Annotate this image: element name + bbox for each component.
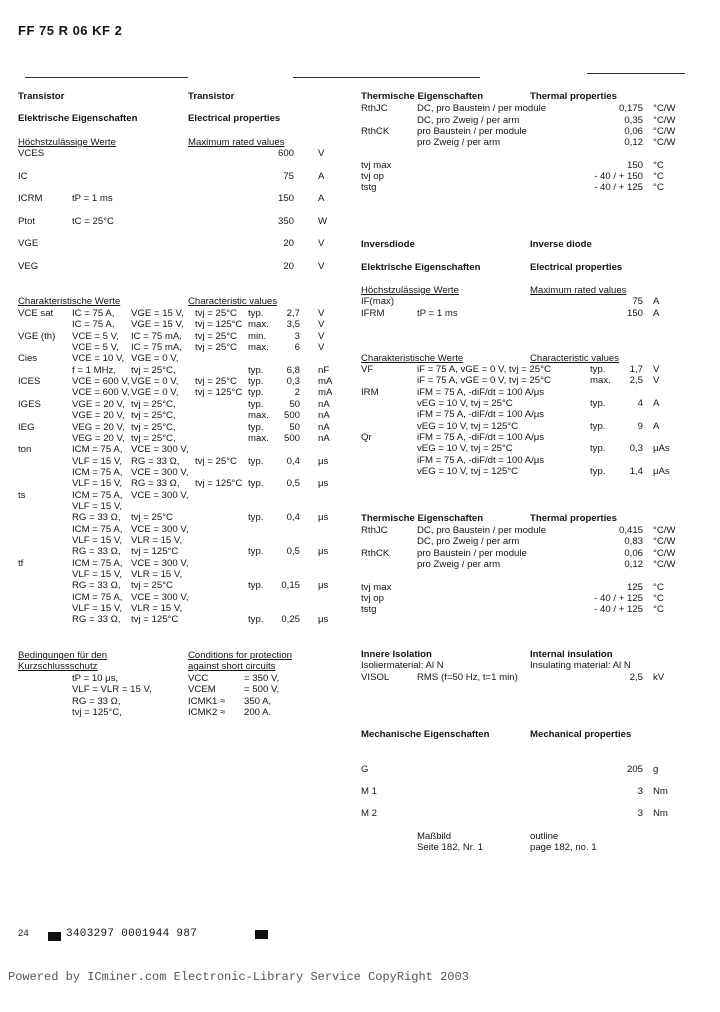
cell-k2-2: 205 <box>626 764 643 775</box>
cell-c2-6: V <box>318 319 325 331</box>
cell-c1-5: 2,7 <box>286 308 300 319</box>
cell-i2-0: Isoliermaterial: Al N <box>361 660 444 671</box>
cell-r1-0: Thermische Eigenschaften <box>361 91 484 102</box>
cell-k4-3: Nm <box>653 808 668 819</box>
cell-c3-5: 3 <box>294 330 300 342</box>
cell-c9-0: IGES <box>18 398 41 410</box>
cell-l4-1: Characteristic values <box>188 296 278 307</box>
cell-e4-2: typ. <box>590 398 606 410</box>
cell-m5-3: 20 <box>283 238 294 249</box>
cell-s4-1: ICMK2 ≈ <box>188 707 226 718</box>
cell-s1-2: = 350 V, <box>244 673 280 684</box>
page-number: 24 <box>18 928 29 939</box>
cell-r4-1: pro Baustein / per module <box>417 126 527 137</box>
cell-f5-3: °C/W <box>653 559 676 570</box>
cell-c22-6: μs <box>318 546 329 558</box>
cell-i1-1: Internal insulation <box>530 649 613 660</box>
cell-c25-5: 0,15 <box>281 580 300 592</box>
cell-e8-2: typ. <box>590 443 606 455</box>
cell-f4-2: 0,06 <box>624 548 643 559</box>
cell-m5-0: VGE <box>18 238 39 249</box>
cell-c1-1: IC = 75 A, <box>72 308 115 319</box>
cell-e1-0: VF <box>361 364 374 375</box>
cell-r4-0: RthCK <box>361 126 390 137</box>
cell-f7-3: °C <box>653 593 664 604</box>
cell-i1-0: Innere Isolation <box>361 649 432 660</box>
cell-c6-2: tvj = 25°C, <box>131 364 176 376</box>
cell-e4-3: 4 <box>637 398 643 410</box>
cell-f5-2: 0,12 <box>624 559 643 570</box>
cell-r6-2: 150 <box>626 160 643 171</box>
cell-l6-0: Kurzschlussschutz <box>18 661 98 672</box>
cell-f8-3: °C <box>653 604 664 615</box>
cell-c19-2: tvj = 25°C <box>131 512 173 524</box>
cell-c20-2: VCE = 300 V, <box>131 523 189 535</box>
cell-e10-4: μAs <box>653 466 670 478</box>
cell-i3-1: RMS (f=50 Hz, t=1 min) <box>417 672 518 683</box>
cell-c15-2: VCE = 300 V, <box>131 466 189 478</box>
cell-e7-0: Qr <box>361 432 372 444</box>
cell-c9-2: tvj = 25°C, <box>131 398 176 410</box>
cell-e1-1: iF = 75 A, vGE = 0 V, tvj = 25°C <box>417 364 551 375</box>
cell-c10-5: 500 <box>283 410 300 422</box>
cell-f2-1: DC, pro Baustein / per module <box>417 525 547 536</box>
cell-s1-1: VCC <box>188 673 209 684</box>
cell-f7-0: tvj op <box>361 593 384 604</box>
cell-r8-3: °C <box>653 182 664 193</box>
cell-i3-3: kV <box>653 672 665 683</box>
cell-f4-0: RthCK <box>361 548 390 559</box>
cell-k3-2: 3 <box>637 786 643 797</box>
cell-d4-3: 75 <box>632 296 643 307</box>
cell-k6-1: page 182, no. 1 <box>530 842 597 853</box>
cell-l3-1: Maximum rated values <box>188 137 285 148</box>
cell-r5-2: 0,12 <box>624 137 643 148</box>
cell-r5-1: pro Zweig / per arm <box>417 137 501 148</box>
cell-e2-1: iF = 75 A, vGE = 0 V, tvj = 25°C <box>417 375 551 387</box>
cell-r7-2: - 40 / + 150 <box>594 171 643 182</box>
cell-c8-1: VCE = 600 V, <box>72 387 130 399</box>
cell-e2-4: V <box>653 375 660 387</box>
cell-r2-2: 0,175 <box>618 103 643 114</box>
cell-m3-4: A <box>318 193 325 204</box>
cell-c9-5: 50 <box>289 398 300 410</box>
cell-k5-0: Maßbild <box>417 831 452 842</box>
cell-c25-1: RG = 33 Ω, <box>72 580 121 592</box>
cell-l5-0: Bedingungen für den <box>18 650 108 661</box>
cell-c7-6: mA <box>318 376 333 388</box>
cell-r4-3: °C/W <box>653 126 676 137</box>
cell-d5-3: 150 <box>626 308 643 319</box>
cell-c14-4: typ. <box>248 455 264 467</box>
cell-d5-1: tP = 1 ms <box>417 308 458 319</box>
cell-c7-0: ICES <box>18 376 41 388</box>
cell-d1-0: Inversdiode <box>361 239 415 250</box>
cell-f6-0: tvj max <box>361 582 392 593</box>
cell-f3-2: 0,83 <box>624 536 643 547</box>
cell-c28-1: RG = 33 Ω, <box>72 614 121 626</box>
cell-c4-6: V <box>318 342 325 354</box>
cell-c28-2: tvj = 125°C <box>131 614 179 626</box>
cell-m2-0: IC <box>18 171 28 182</box>
cell-c10-6: nA <box>318 410 330 422</box>
cell-r7-3: °C <box>653 171 664 182</box>
cell-c22-5: 0,5 <box>286 546 300 558</box>
cell-c16-4: typ. <box>248 478 264 490</box>
cell-c10-4: max. <box>248 410 269 422</box>
cell-s4-0: tvj = 125°C, <box>72 707 122 718</box>
cell-c3-2: IC = 75 mA, <box>131 330 182 342</box>
cell-c6-5: 6,8 <box>286 364 300 376</box>
cell-k2-0: G <box>361 764 369 775</box>
cell-c3-0: VGE (th) <box>18 330 56 342</box>
cell-c12-5: 500 <box>283 432 300 444</box>
cell-i3-0: VISOL <box>361 672 390 683</box>
cell-c14-2: RG = 33 Ω, <box>131 455 180 467</box>
cell-e8-3: 0,3 <box>629 443 643 455</box>
cell-c22-2: tvj = 125°C <box>131 546 179 558</box>
cell-c7-4: typ. <box>248 376 264 388</box>
cell-r7-0: tvj op <box>361 171 384 182</box>
cell-c2-4: max. <box>248 319 269 331</box>
cell-e6-4: A <box>653 420 660 432</box>
cell-r8-0: tstg <box>361 182 377 193</box>
cell-e6-2: typ. <box>590 420 606 432</box>
cell-m4-0: Ptot <box>18 216 36 227</box>
cell-s4-2: 200 A. <box>244 707 272 718</box>
cell-d3-1: Maximum rated values <box>530 285 627 296</box>
cell-k4-2: 3 <box>637 808 643 819</box>
cell-c12-2: tvj = 25°C, <box>131 432 176 444</box>
header-rule-right <box>587 73 685 74</box>
cell-m3-0: ICRM <box>18 193 43 204</box>
cell-c12-1: VEG = 20 V, <box>72 432 125 444</box>
cell-c6-1: f = 1 MHz, <box>72 364 116 376</box>
cell-c17-1: ICM = 75 A, <box>72 489 123 501</box>
cell-c8-5: 2 <box>294 387 300 399</box>
cell-c28-4: typ. <box>248 614 264 626</box>
cell-c18-1: VLF = 15 V, <box>72 500 123 512</box>
cell-l2-0: Elektrische Eigenschaften <box>18 113 138 124</box>
cell-f2-0: RthJC <box>361 525 388 536</box>
cell-e7-1: iFM = 75 A, -diF/dt = 100 A/μs <box>417 432 545 444</box>
cell-c4-3: tvj = 25°C <box>195 342 237 354</box>
cell-e8-1: vEG = 10 V, tvj = 25°C <box>417 443 513 455</box>
cell-l5-1: Conditions for protection <box>188 650 292 661</box>
cell-c8-2: VGE = 0 V, <box>131 387 179 399</box>
cell-d1-1: Inverse diode <box>530 239 592 250</box>
cell-c24-2: VLR = 15 V, <box>131 569 183 581</box>
cell-m2-4: A <box>318 171 325 182</box>
cell-i2-1: Insulating material: Al N <box>530 660 631 671</box>
cell-k3-3: Nm <box>653 786 668 797</box>
cell-r2-0: RthJC <box>361 103 388 114</box>
cell-k1-0: Mechanische Eigenschaften <box>361 729 490 740</box>
cell-c16-5: 0,5 <box>286 478 300 490</box>
cell-c7-3: tvj = 25°C <box>195 376 237 388</box>
cell-c15-1: ICM = 75 A, <box>72 466 123 478</box>
cell-c4-4: max. <box>248 342 269 354</box>
cell-e5-1: iFM = 75 A, -diF/dt = 100 A/μs <box>417 409 545 421</box>
cell-c6-6: nF <box>318 364 330 376</box>
cell-c13-2: VCE = 300 V, <box>131 444 189 456</box>
cell-c9-1: VGE = 20 V, <box>72 398 125 410</box>
cell-r2-3: °C/W <box>653 103 676 114</box>
cell-f4-3: °C/W <box>653 548 676 559</box>
cell-c13-0: ton <box>18 444 32 456</box>
cell-e10-2: typ. <box>590 466 606 478</box>
print-code: 3403297 0001944 987 <box>66 928 198 940</box>
cell-f6-3: °C <box>653 582 664 593</box>
cell-e10-1: vEG = 10 V, tvj = 125°C <box>417 466 519 478</box>
cell-c27-2: VLR = 15 V, <box>131 603 183 615</box>
copyright-notice: Powered by ICminer.com Electronic-Library Service CopyRight 2003 <box>8 970 469 984</box>
cell-e4-1: vEG = 10 V, tvj = 25°C <box>417 398 513 410</box>
cell-r2-1: DC, pro Baustein / per module <box>417 103 547 114</box>
cell-c2-1: IC = 75 A, <box>72 319 115 331</box>
cell-c25-4: typ. <box>248 580 264 592</box>
cell-k4-0: M 2 <box>361 808 377 819</box>
cell-c4-5: 6 <box>294 342 300 354</box>
cell-c2-2: VGE = 15 V, <box>131 319 184 331</box>
cell-c12-4: max. <box>248 432 269 444</box>
cell-s3-1: ICMK1 ≈ <box>188 696 226 707</box>
cell-c8-6: mA <box>318 387 333 399</box>
cell-f5-1: pro Zweig / per arm <box>417 559 501 570</box>
cell-c28-5: 0,25 <box>281 614 300 626</box>
cell-c14-3: tvj = 25°C <box>195 455 237 467</box>
cell-f1-0: Thermische Eigenschaften <box>361 513 484 524</box>
cell-k1-1: Mechanical properties <box>530 729 632 740</box>
cell-e10-3: 1,4 <box>629 466 643 478</box>
cell-c21-1: VLF = 15 V, <box>72 535 123 546</box>
cell-s2-2: = 500 V, <box>244 684 280 695</box>
cell-c9-6: nA <box>318 398 330 410</box>
cell-r6-0: tvj max <box>361 160 392 171</box>
cell-s1-0: tP = 10 μs, <box>72 673 119 684</box>
cell-r3-1: DC, pro Zweig / per arm <box>417 115 520 126</box>
cell-c3-1: VCE = 5 V, <box>72 330 119 342</box>
cell-f3-1: DC, pro Zweig / per arm <box>417 536 520 547</box>
cell-r1-1: Thermal properties <box>530 91 617 102</box>
cell-c2-3: tvj = 125°C <box>195 319 243 331</box>
cell-c8-3: tvj = 125°C <box>195 387 243 399</box>
cell-c3-6: V <box>318 330 325 342</box>
cell-e1-3: 1,7 <box>629 364 643 375</box>
cell-c22-1: RG = 33 Ω, <box>72 546 121 558</box>
cell-l2-1: Electrical properties <box>188 113 281 124</box>
cell-c10-1: VGE = 20 V, <box>72 410 125 422</box>
cell-c24-1: VLF = 15 V, <box>72 569 123 581</box>
cell-c23-2: VCE = 300 V, <box>131 557 189 569</box>
cell-c19-4: typ. <box>248 512 264 524</box>
cell-c11-6: nA <box>318 421 330 433</box>
cell-k6-0: Seite 182, Nr. 1 <box>417 842 484 853</box>
cell-e2-3: 2,5 <box>629 375 643 387</box>
cell-f6-2: 125 <box>626 582 643 593</box>
cell-c5-1: VCE = 10 V, <box>72 353 125 365</box>
cell-e6-1: vEG = 10 V, tvj = 125°C <box>417 420 519 432</box>
cell-c14-6: μs <box>318 455 329 467</box>
cell-s3-0: RG = 33 Ω, <box>72 696 121 707</box>
cell-e3-1: iFM = 75 A, -diF/dt = 100 A/μs <box>417 386 545 398</box>
cell-m4-4: W <box>318 216 328 227</box>
cell-l1-1: Transistor <box>188 91 235 102</box>
part-number-title: FF 75 R 06 KF 2 <box>18 23 123 38</box>
cell-c11-0: IEG <box>18 421 35 433</box>
cell-c11-4: typ. <box>248 421 264 433</box>
cell-c7-5: 0,3 <box>286 376 300 388</box>
cell-s2-1: VCEM <box>188 684 216 695</box>
cell-c17-0: ts <box>18 489 26 501</box>
cell-m1-0: VCES <box>18 148 45 159</box>
cell-d3-0: Höchstzulässige Werte <box>361 285 459 296</box>
cell-f2-3: °C/W <box>653 525 676 536</box>
cell-c25-6: μs <box>318 580 329 592</box>
cell-c27-1: VLF = 15 V, <box>72 603 123 615</box>
cell-c2-5: 3,5 <box>286 319 300 331</box>
cell-k5-1: outline <box>530 831 559 842</box>
cell-c5-2: VGE = 0 V, <box>131 353 179 365</box>
cell-c1-4: typ. <box>248 308 264 319</box>
cell-c21-2: VLR = 15 V, <box>131 535 183 546</box>
cell-d2-1: Electrical properties <box>530 262 623 273</box>
cell-f1-1: Thermal properties <box>530 513 617 524</box>
cell-c11-5: 50 <box>289 421 300 433</box>
cell-r4-2: 0,06 <box>624 126 643 137</box>
cell-c6-4: typ. <box>248 364 264 376</box>
cell-c11-1: VEG = 20 V, <box>72 421 125 433</box>
cell-d4-4: A <box>653 296 660 307</box>
cell-r6-3: °C <box>653 160 664 171</box>
cell-c7-2: VGE = 0 V, <box>131 376 179 388</box>
cell-d5-4: A <box>653 308 660 319</box>
cell-c19-5: 0,4 <box>286 512 300 524</box>
cell-m1-4: V <box>318 148 325 159</box>
cell-d6-0: Charakteristische Werte <box>361 353 464 364</box>
cell-i3-2: 2,5 <box>629 672 643 683</box>
cell-l6-1: against short circuits <box>188 661 276 672</box>
cell-c16-2: RG = 33 Ω, <box>131 478 180 490</box>
cell-e3-0: IRM <box>361 386 379 398</box>
cell-e6-3: 9 <box>637 420 643 432</box>
cell-c1-2: VGE = 15 V, <box>131 308 184 319</box>
cell-e1-4: V <box>653 364 660 375</box>
cell-c4-1: VCE = 5 V, <box>72 342 119 354</box>
cell-c1-3: tvj = 25°C <box>195 308 237 319</box>
cell-c3-3: tvj = 25°C <box>195 330 237 342</box>
cell-c14-5: 0,4 <box>286 455 300 467</box>
cell-m5-4: V <box>318 238 325 249</box>
cell-d5-0: IFRM <box>361 308 385 319</box>
cell-k3-0: M 1 <box>361 786 377 797</box>
cell-c23-0: tf <box>18 557 24 569</box>
cell-c1-0: VCE sat <box>18 308 54 319</box>
cell-l3-0: Höchstzulässige Werte <box>18 137 116 148</box>
cell-f2-2: 0,415 <box>618 525 643 536</box>
cell-d2-0: Elektrische Eigenschaften <box>361 262 481 273</box>
cell-c10-2: tvj = 25°C, <box>131 410 176 422</box>
cell-c16-3: tvj = 125°C <box>195 478 243 490</box>
cell-c5-0: Cies <box>18 353 38 365</box>
cell-c11-2: tvj = 25°C, <box>131 421 176 433</box>
cell-c19-6: μs <box>318 512 329 524</box>
cell-m6-3: 20 <box>283 261 294 272</box>
cell-e9-1: iFM = 75 A, -diF/dt = 100 A/μs <box>417 454 545 466</box>
cell-m4-3: 350 <box>277 216 294 227</box>
cell-m4-1: tC = 25°C <box>72 216 114 227</box>
cell-d6-1: Characteristic values <box>530 353 620 364</box>
cell-c16-6: μs <box>318 478 329 490</box>
cell-c8-4: typ. <box>248 387 264 399</box>
cell-c9-4: typ. <box>248 398 264 410</box>
cell-f8-0: tstg <box>361 604 377 615</box>
cell-c25-2: tvj = 25°C <box>131 580 173 592</box>
cell-s2-0: VLF = VLR = 15 V, <box>72 684 152 695</box>
cell-e2-2: max. <box>590 375 611 387</box>
cell-c1-6: V <box>318 308 325 319</box>
cell-e8-4: μAs <box>653 443 670 455</box>
cell-m3-3: 150 <box>277 193 294 204</box>
cell-m3-1: tP = 1 ms <box>72 193 113 204</box>
cell-d4-0: IF(max) <box>361 296 395 307</box>
barcode-mark-left <box>48 932 61 941</box>
cell-c3-4: min. <box>248 330 267 342</box>
cell-s3-2: 350 A, <box>244 696 272 707</box>
cell-f7-2: - 40 / + 125 <box>594 593 643 604</box>
cell-m1-3: 600 <box>277 148 294 159</box>
header-rule-middle <box>293 77 480 78</box>
cell-l4-0: Charakteristische Werte <box>18 296 121 307</box>
header-rule-left <box>25 77 188 78</box>
cell-r3-3: °C/W <box>653 115 676 126</box>
cell-c20-1: ICM = 75 A, <box>72 523 123 535</box>
cell-c19-1: RG = 33 Ω, <box>72 512 121 524</box>
cell-r3-2: 0,35 <box>624 115 643 126</box>
cell-c14-1: VLF = 15 V, <box>72 455 123 467</box>
cell-c26-2: VCE = 300 V, <box>131 591 189 603</box>
cell-c13-1: ICM = 75 A, <box>72 444 123 456</box>
cell-c16-1: VLF = 15 V, <box>72 478 123 490</box>
barcode-mark-right <box>255 930 268 939</box>
cell-c22-4: typ. <box>248 546 264 558</box>
cell-m6-4: V <box>318 261 325 272</box>
cell-r5-3: °C/W <box>653 137 676 148</box>
cell-c7-1: VCE = 600 V, <box>72 376 130 388</box>
cell-c12-6: nA <box>318 432 330 444</box>
cell-e4-4: A <box>653 398 660 410</box>
cell-c28-6: μs <box>318 614 329 626</box>
cell-k2-3: g <box>653 764 659 775</box>
cell-e1-2: typ. <box>590 364 606 375</box>
cell-f4-1: pro Baustein / per module <box>417 548 527 559</box>
cell-f3-3: °C/W <box>653 536 676 547</box>
cell-l1-0: Transistor <box>18 91 65 102</box>
cell-c23-1: ICM = 75 A, <box>72 557 123 569</box>
cell-m6-0: VEG <box>18 261 39 272</box>
cell-r8-2: - 40 / + 125 <box>594 182 643 193</box>
cell-c17-2: VCE = 300 V, <box>131 489 189 501</box>
cell-m2-3: 75 <box>283 171 294 182</box>
cell-f8-2: - 40 / + 125 <box>594 604 643 615</box>
cell-c4-2: IC = 75 mA, <box>131 342 182 354</box>
cell-c26-1: ICM = 75 A, <box>72 591 123 603</box>
